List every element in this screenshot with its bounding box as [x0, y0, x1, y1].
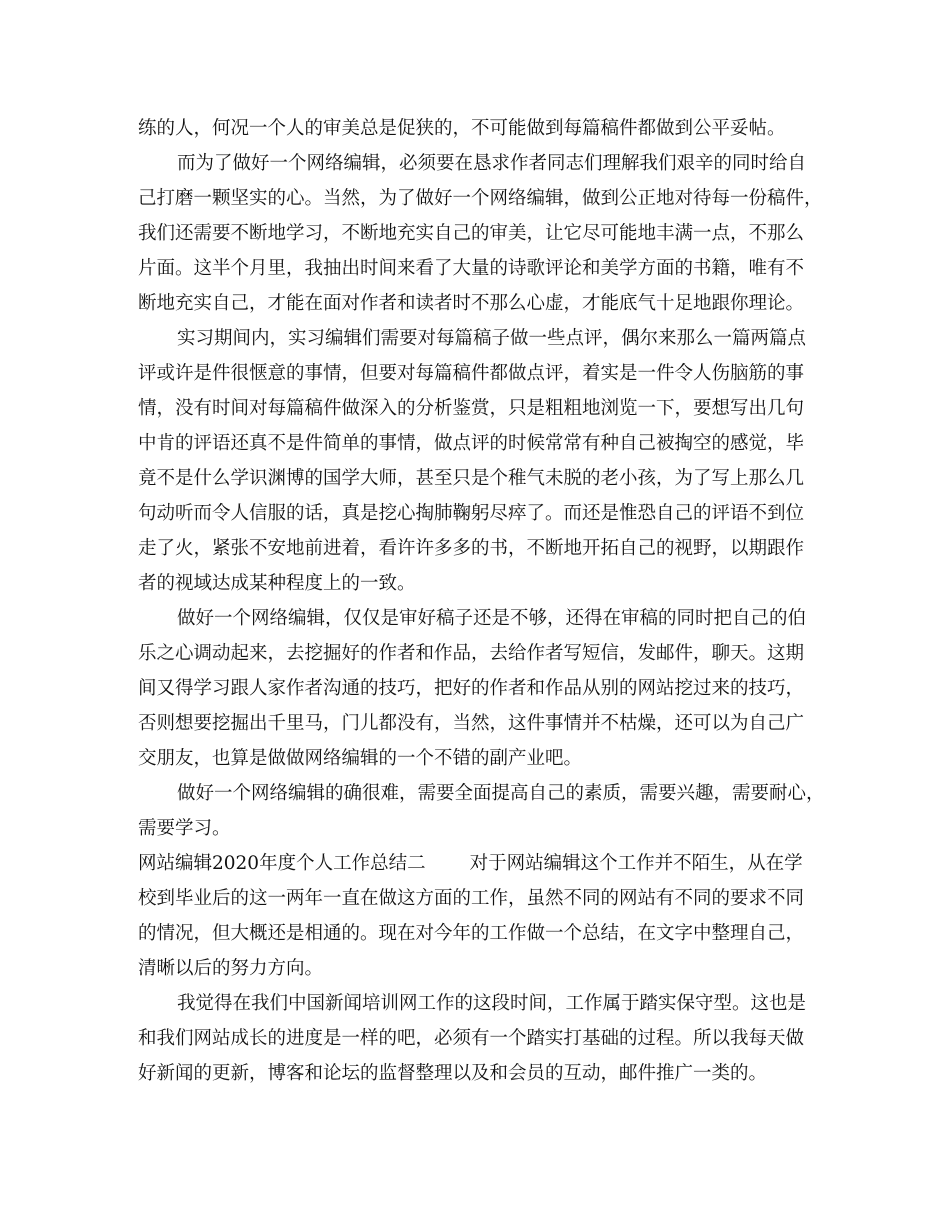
section-heading: 网站编辑2020年度个人工作总结二	[138, 853, 426, 874]
paragraph-first-line: 我觉得在我们中国新闻培训网工作的这段时间，工作属于踏实保守型。这也是	[177, 993, 807, 1014]
text-line: 校到毕业后的这一两年一直在做这方面的工作，虽然不同的网站有不同的要求不同	[138, 888, 805, 909]
text-line: 句动听而令人信服的话，真是挖心掏肺鞠躬尽瘁了。而还是惟恐自己的评语不到位	[138, 503, 805, 524]
text-line: 己打磨一颗坚实的心。当然，为了做好一个网络编辑，做到公正地对待每一份稿件，	[138, 188, 823, 209]
text-line: 乐之心调动起来，去挖掘好的作者和作品，去给作者写短信，发邮件，聊天。这期	[138, 643, 805, 664]
text-line: 情，没有时间对每篇稿件做深入的分析鉴赏，只是粗粗地浏览一下，要想写出几句	[138, 398, 805, 419]
section-heading-line	[138, 852, 803, 876]
text-line: 中肯的评语还真不是件简单的事情，做点评的时候常常有种自己被掏空的感觉，毕	[138, 433, 805, 454]
text-line: 交朋友，也算是做做网络编辑的一个不错的副产业吧。	[138, 748, 583, 769]
text-line: 清晰以后的努力方向。	[138, 958, 324, 979]
text-line: 片面。这半个月里，我抽出时间来看了大量的诗歌评论和美学方面的书籍，唯有不	[138, 258, 805, 279]
text-line: 评或许是件很惬意的事情，但要对每篇稿件都做点评，着实是一件令人伤脑筋的事	[138, 363, 805, 384]
section-text: 对于网站编辑这个工作并不陌生，从在学	[469, 853, 803, 874]
paragraph-first-line: 做好一个网络编辑，仅仅是审好稿子还是不够，还得在审稿的同时把自己的伯	[177, 608, 807, 629]
text-line: 否则想要挖掘出千里马，门儿都没有，当然，这件事情并不枯燥，还可以为自己广	[138, 713, 805, 734]
text-line: 者的视域达成某种程度上的一致。	[138, 573, 416, 594]
text-line: 好新闻的更新，博客和论坛的监督整理以及和会员的互动，邮件推广一类的。	[138, 1063, 768, 1084]
text-line: 我们还需要不断地学习，不断地充实自己的审美，让它尽可能地丰满一点，不那么	[138, 223, 805, 244]
paragraph-first-line: 实习期间内，实习编辑们需要对每篇稿子做一些点评，偶尔来那么一篇两篇点	[177, 328, 807, 349]
text-line: 竟不是什么学识渊博的国学大师，甚至只是个稚气未脱的老小孩，为了写上那么几	[138, 468, 805, 489]
paragraph-first-line: 而为了做好一个网络编辑，必须要在恳求作者同志们理解我们艰辛的同时给自	[177, 153, 807, 174]
text-line: 需要学习。	[138, 818, 231, 839]
text-line: 练的人，何况一个人的审美总是促狭的，不可能做到每篇稿件都做到公平妥帖。	[138, 118, 786, 139]
paragraph-first-line: 做好一个网络编辑的确很难，需要全面提高自己的素质，需要兴趣，需要耐心，	[177, 783, 825, 804]
text-line: 的情况，但大概还是相通的。现在对今年的工作做一个总结，在文字中整理自己，	[138, 923, 805, 944]
text-line: 断地充实自己，才能在面对作者和读者时不那么心虚，才能底气十足地跟你理论。	[138, 293, 805, 314]
text-line: 和我们网站成长的进度是一样的吧，必须有一个踏实打基础的过程。所以我每天做	[138, 1028, 805, 1049]
text-line: 间又得学习跟人家作者沟通的技巧，把好的作者和作品从别的网站挖过来的技巧，	[138, 678, 805, 699]
text-line: 走了火，紧张不安地前进着，看许许多多的书，不断地开拓自己的视野，以期跟作	[138, 538, 805, 559]
